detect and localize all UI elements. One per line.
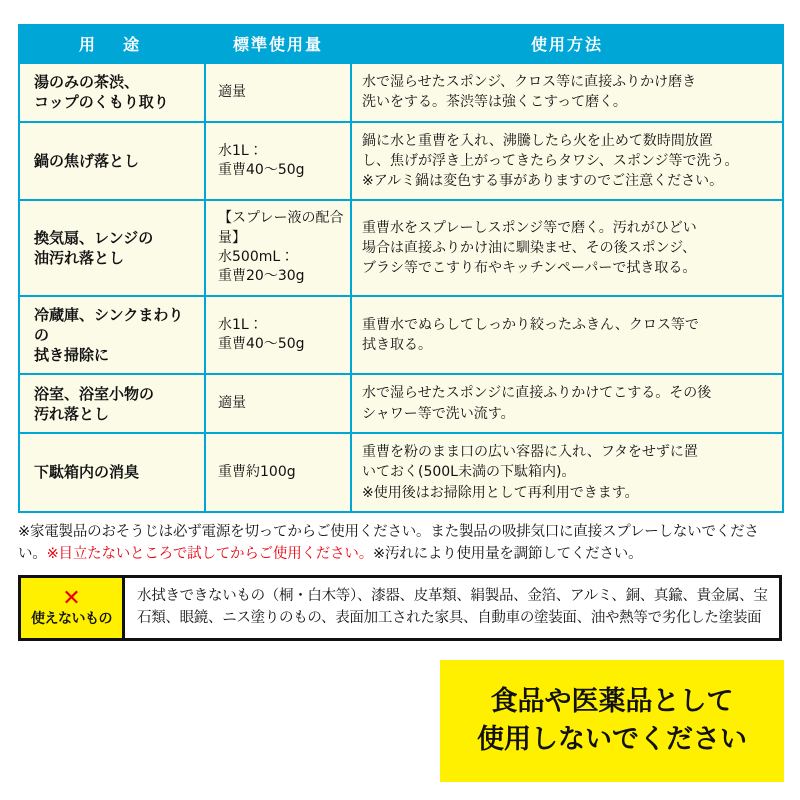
note-adjust-amount: ※汚れにより使用量を調節してください。 (373, 545, 643, 562)
cell-amount: 適量 (205, 374, 351, 433)
cell-method: 鍋に水と重曹を入れ、沸騰したら火を止めて数時間放置 し、焦げが浮き上がってきたらタワシ、スポンジ等で洗う。 ※アルミ鍋は変色する事がありますのでご注意ください。 (351, 122, 783, 201)
cell-purpose: 鍋の焦げ落とし (19, 122, 205, 201)
warning-line-1: 食品や医薬品として (490, 685, 734, 717)
cell-method: 重曹水でぬらしてしっかり絞ったふきん、クロス等で 拭き取る。 (351, 296, 783, 375)
usage-notes (18, 522, 786, 566)
table-row (19, 122, 783, 201)
usage-table (18, 24, 784, 513)
note-power-off: ※家電製品のおそうじは必ず電源を切ってからご使用ください。また製品の吸排気口に直接スプレーしないでください。 (18, 523, 759, 562)
cell-purpose: 湯のみの茶渋、 コップのくもり取り (19, 63, 205, 122)
cell-amount: 重曹約100g (205, 433, 351, 512)
cell-purpose: 冷蔵庫、シンクまわりの 拭き掃除に (19, 296, 205, 375)
cell-method: 重曹を粉のまま口の広い容器に入れ、フタをせずに置 いておく(500L未満の下駄箱内)。 ※使用後はお掃除用として再利用できます。 (351, 433, 783, 512)
table-row (19, 63, 783, 122)
column-header-purpose: 用 途 (19, 25, 205, 63)
warning-banner (440, 660, 784, 782)
cannot-use-box (18, 575, 782, 641)
column-header-amount: 標準使用量 (205, 25, 351, 63)
cannot-use-text: 水拭きできないもの（桐・白木等）、漆器、皮革類、絹製品、金箔、アルミ、銅、真鍮、貴金属、宝石類、眼鏡、ニス塗りのもの、表面加工された家具、自動車の塗装面、油や熱等で劣化した塗装面 (137, 588, 768, 627)
cross-mark-icon: ✕ (62, 586, 81, 612)
cell-method: 水で湿らせたスポンジに直接ふりかけてこする。その後 シャワー等で洗い流す。 (351, 374, 783, 433)
cannot-use-label-block (21, 578, 125, 638)
cell-amount: 【スプレー液の配合量】 水500mL： 重曹20〜30g (205, 200, 351, 295)
warning-line-2: 使用しないでください (477, 724, 747, 755)
note-test-first: ※目立たないところで試してからご使用ください。 (46, 545, 374, 562)
cell-purpose: 換気扇、レンジの 油汚れ落とし (19, 200, 205, 295)
table-row (19, 433, 783, 512)
cell-amount: 適量 (205, 63, 351, 122)
cannot-use-label: 使えないもの (31, 611, 112, 628)
table-row (19, 296, 783, 375)
table-header-row (19, 25, 783, 63)
usage-table-body (19, 63, 783, 512)
cell-amount: 水1L： 重曹40〜50g (205, 296, 351, 375)
usage-table-header (19, 25, 783, 63)
cell-purpose: 浴室、浴室小物の 汚れ落とし (19, 374, 205, 433)
cell-amount: 水1L： 重曹40〜50g (205, 122, 351, 201)
column-header-method: 使用方法 (351, 25, 783, 63)
cell-method: 重曹水をスプレーしスポンジ等で磨く。汚れがひどい 場合は直接ふりかけ油に馴染ませ、その後スポンジ、 ブラシ等でこすり布やキッチンペーパーで拭き取る。 (351, 200, 783, 295)
table-row (19, 200, 783, 295)
cell-method: 水で湿らせたスポンジ、クロス等に直接ふりかけ磨き 洗いをする。茶渋等は強くこすって磨く。 (351, 63, 783, 122)
cell-purpose: 下駄箱内の消臭 (19, 433, 205, 512)
table-row (19, 374, 783, 433)
